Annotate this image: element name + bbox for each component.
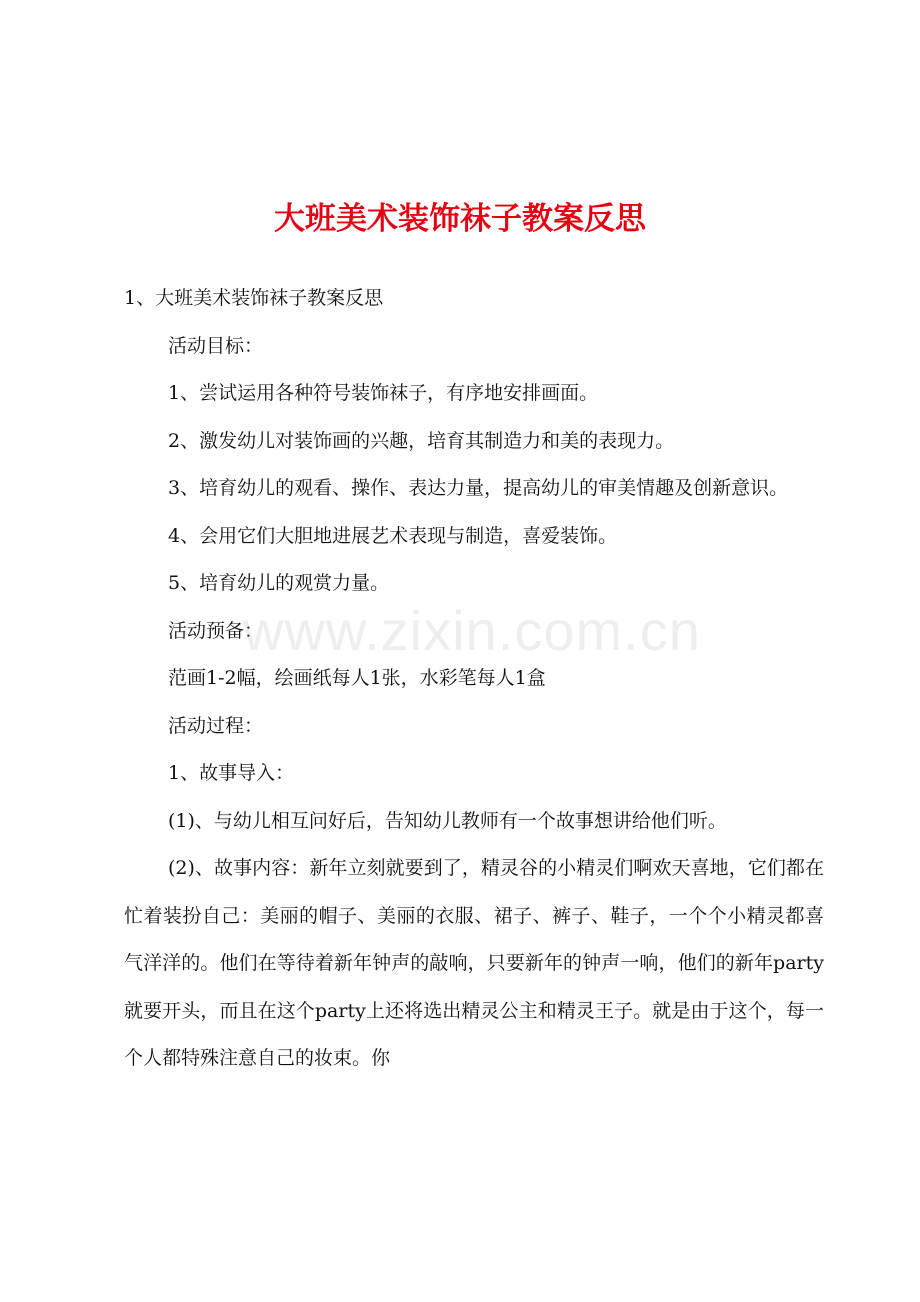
document-body — [124, 275, 824, 1083]
paragraph: 1、故事导入： — [168, 762, 295, 784]
paragraph: 范画1-2幅，绘画纸每人1张，水彩笔每人1盒 — [168, 667, 546, 689]
paragraph: 1、尝试运用各种符号装饰袜子，有序地安排画面。 — [168, 382, 599, 404]
paragraph: 活动预备： — [168, 619, 264, 642]
paragraph: 活动过程： — [168, 714, 264, 737]
paragraph: 2、激发幼儿对装饰画的兴趣，培育其制造力和美的表现力。 — [168, 429, 675, 452]
paragraph: 4、会用它们大胆地进展艺术表现与制造，喜爱装饰。 — [168, 524, 618, 547]
paragraph: (1)、与幼儿相互问好后，告知幼儿教师有一个故事想讲给他们听。 — [168, 809, 727, 832]
watermark: www.zixin.com.cn — [243, 599, 701, 662]
paragraph: 5、培育幼儿的观赏力量。 — [168, 572, 390, 594]
paragraph: 活动目标： — [168, 334, 264, 357]
paragraph: (2)、故事内容：新年立刻就要到了，精灵谷的小精灵们啊欢天喜地，它们都在忙着装扮自己：美丽的帽子、美丽的衣服、裙子、裤子、鞋子，一个个小精灵都喜气洋洋的。他们在等待着新年钟声的敲响，只要新年的钟声一响，他们的新年party就要开头，而且在这个party上还将选出精灵公主和精灵王子。就是由于这个，每一个人都特殊注意自己的妆束。你 — [124, 857, 824, 1069]
document-title: 大班美术装饰袜子教案反思 — [274, 201, 646, 237]
paragraph: 3、培育幼儿的观看、操作、表达力量，提高幼儿的审美情趣及创新意识。 — [168, 477, 789, 499]
paragraph: 1、大班美术装饰袜子教案反思 — [124, 287, 384, 309]
